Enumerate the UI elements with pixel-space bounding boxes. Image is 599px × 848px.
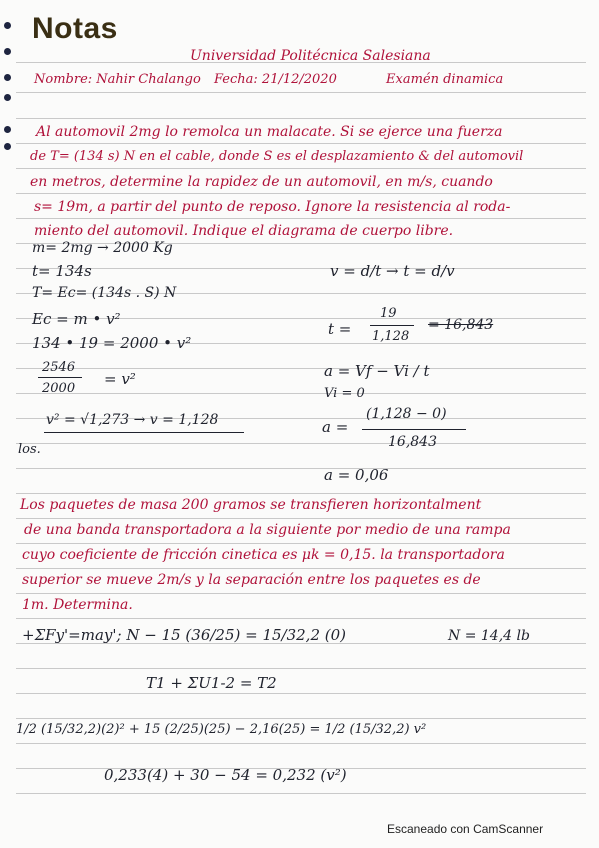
exam-title: Examén dinamica bbox=[386, 72, 504, 87]
problem-1-line: s= 19m, a partir del punto de reposo. Ignore la resistencia al roda- bbox=[34, 199, 511, 215]
acceleration-denominator: 16,843 bbox=[388, 434, 437, 450]
note-los: los. bbox=[18, 442, 41, 457]
problem-1-line: de T= (134 s) N en el cable, donde S es el desplazamiento & del automovil bbox=[30, 149, 524, 164]
tension-equation: T= Ec= (134s . S) N bbox=[32, 285, 177, 301]
fraction-numerator: 2546 bbox=[42, 360, 76, 375]
velocity-result: v² = √1,273 → v = 1,128 bbox=[46, 412, 219, 428]
energy-result: 0,233(4) + 30 − 54 = 0,232 (v²) bbox=[104, 766, 347, 784]
acceleration-label: a = bbox=[322, 418, 349, 436]
fraction-result: = v² bbox=[104, 370, 136, 388]
normal-force-result: N = 14,4 lb bbox=[448, 628, 530, 644]
acceleration-numerator: (1,128 − 0) bbox=[366, 406, 447, 422]
fraction-denominator: 2000 bbox=[42, 381, 76, 396]
exam-date: Fecha: 21/12/2020 bbox=[214, 72, 337, 87]
energy-equation: 1/2 (15/32,2)(2)² + 15 (2/25)(25) − 2,16(25) = 1/2 (15/32,2) v² bbox=[16, 722, 427, 737]
problem-2-line: Los paquetes de masa 200 gramos se transfieren horizontalment bbox=[20, 497, 482, 513]
fraction-bar bbox=[370, 325, 414, 326]
problem-1-line: Al automovil 2mg lo remolca un malacate. Si se ejerce una fuerza bbox=[36, 124, 503, 140]
problem-1-line: en metros, determine la rapidez de un automovil, en m/s, cuando bbox=[30, 174, 493, 190]
student-name: Nombre: Nahir Chalango bbox=[34, 72, 201, 87]
time-denominator: 1,128 bbox=[372, 329, 410, 344]
problem-2-line: 1m. Determina. bbox=[22, 597, 133, 613]
binder-holes bbox=[2, 0, 16, 848]
page-title: Notas bbox=[32, 12, 118, 45]
acceleration-formula: a = Vf − Vi / t bbox=[324, 362, 430, 380]
scanner-watermark: Escaneado con CamScanner bbox=[387, 822, 544, 836]
energy-principle: T1 + ΣU1-2 = T2 bbox=[146, 674, 277, 692]
time-label: t = bbox=[328, 320, 352, 338]
acceleration-result: a = 0,06 bbox=[324, 466, 389, 484]
result-underline bbox=[44, 432, 244, 433]
velocity-formula: v = d/t → t = d/v bbox=[330, 262, 455, 280]
problem-1-line: miento del automovil. Indique el diagrama de cuerpo libre. bbox=[34, 223, 454, 239]
time-numerator: 19 bbox=[380, 306, 397, 321]
fraction-bar bbox=[362, 429, 466, 430]
problem-2-line: superior se mueve 2m/s y la separación entre los paquetes es de bbox=[22, 572, 481, 588]
time-value: t= 134s bbox=[32, 262, 92, 280]
energy-substitution: 134 • 19 = 2000 • v² bbox=[32, 334, 192, 352]
university-name: Universidad Politécnica Salesiana bbox=[190, 48, 431, 64]
problem-2-line: de una banda transportadora a la siguiente por medio de una rampa bbox=[24, 522, 511, 538]
sum-forces-equation: +ΣFy'=may'; N − 15 (36/25) = 15/32,2 (0) bbox=[22, 626, 347, 644]
mass-value: m= 2mg → 2000 Kg bbox=[32, 240, 173, 256]
problem-2-line: cuyo coeficiente de fricción cinetica es μk = 0,15. la transportadora bbox=[22, 547, 505, 563]
fraction-bar bbox=[38, 377, 82, 378]
kinetic-energy-equation: Ec = m • v² bbox=[32, 310, 121, 328]
initial-velocity: Vi = 0 bbox=[324, 386, 365, 401]
time-result: = 16,843 bbox=[428, 317, 494, 333]
